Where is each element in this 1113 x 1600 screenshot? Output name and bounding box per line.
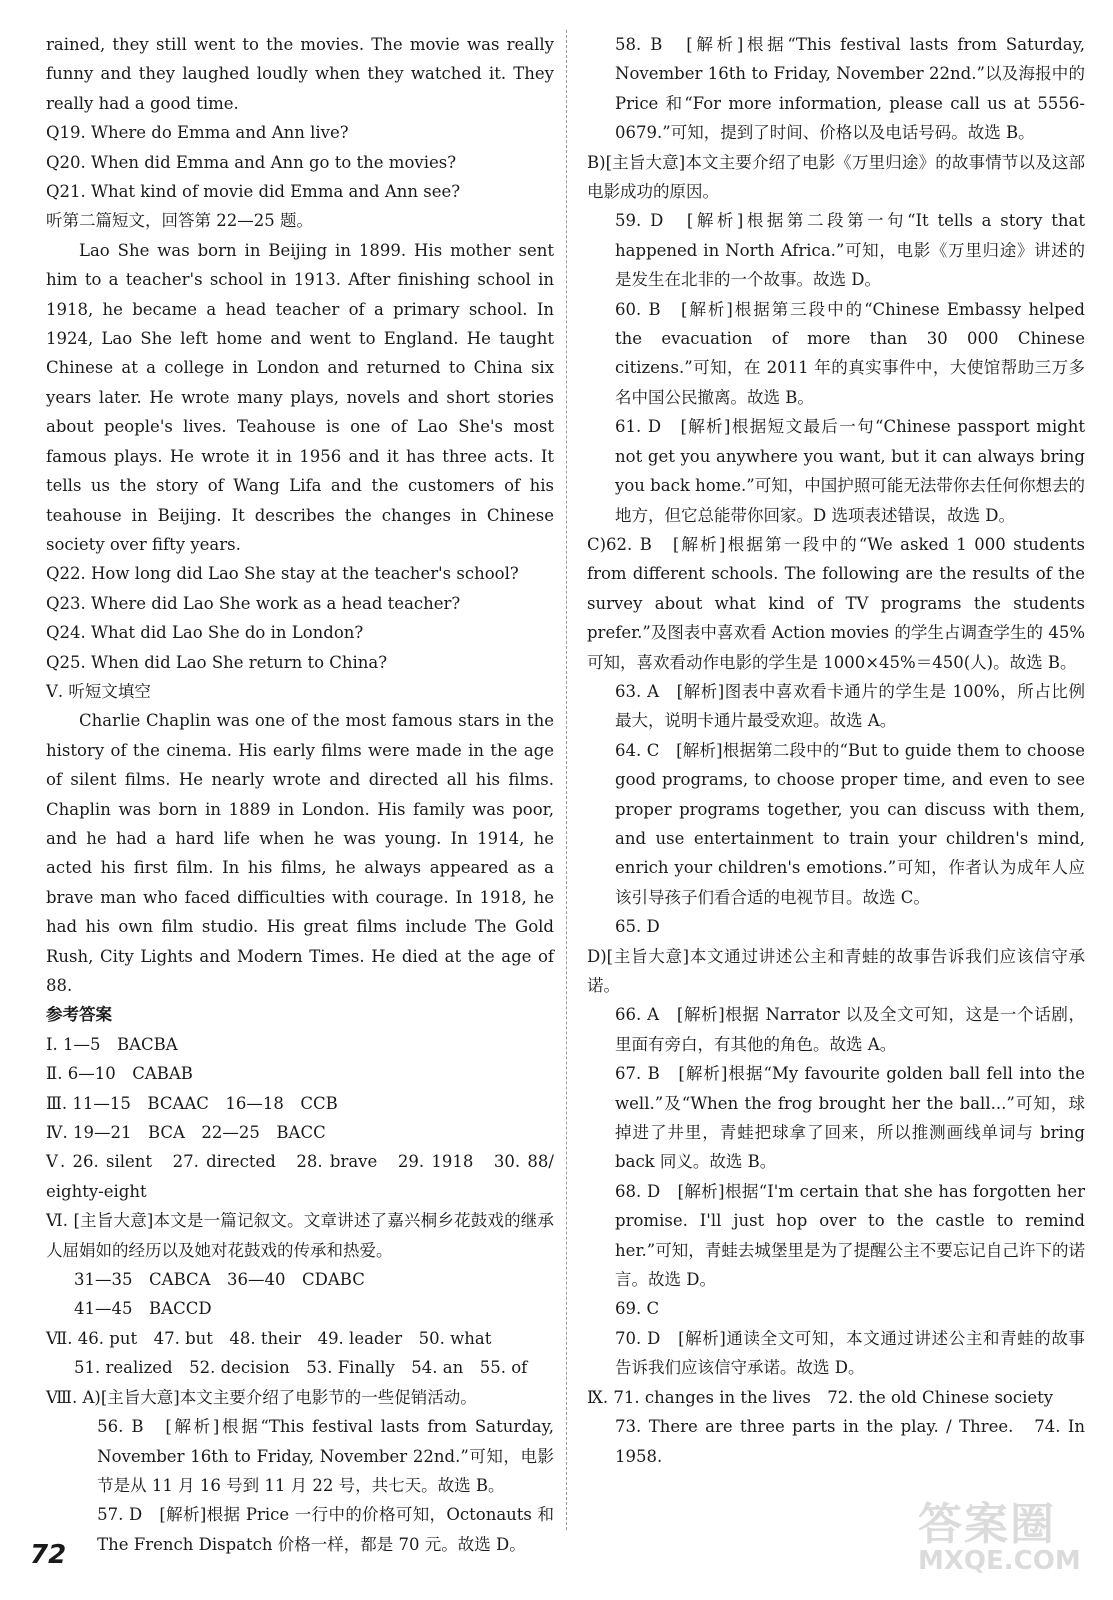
paragraph: Ⅳ. 19—21 BCA 22—25 BACC [46,1123,326,1143]
paragraph: 69. C [615,1299,660,1319]
watermark-url: MXQE.COM [918,1546,1081,1576]
paragraph: 70. D [解析]通读全文可知，本文通过讲述公主和青蛙的故事告诉我们应该信守承诺。故选 D。 [615,1328,1085,1378]
paragraph: C)62. B [解析]根据第一段中的“We asked 1 000 students from different schools. The following are the results of the survey about what kind of TV programs the students prefer.”及图表中喜欢看 Action movies 的学生占调查学生的 45% 可知，喜欢看动作电影的学生是 1000×45%＝450(人)。故选 B。 [587,534,1085,672]
paragraph: 61. D [解析]根据短文最后一句“Chinese passport might not get you anywhere you want, but it can always bring you back home.”可知，中国护照可能无法带你去任何你想去的地方，但它总能带你回家。D 选项表述错误，故选 D。 [615,417,1085,525]
paragraph: Ⅴ. 听短文填空 [46,681,151,701]
right-column [587,30,1085,1471]
paragraph: Charlie Chaplin was one of the most famous stars in the history of the cinema. His early films were made in the age of silent films. He nearly wrote and directed all his films. Chaplin was born in 1889 in London. His family was poor, and he had a hard life when he was young. In 1914, he acted his first film. In his films, he always appeared as a brave man who faced difficulties with courage. In 1918, he had his own film studio. His great films include The Gold Rush, City Lights and Modern Times. He died at the age of 88. [46,711,554,995]
paragraph: Ⅸ. 71. changes in the lives 72. the old Chinese society [587,1387,1054,1407]
paragraph: Q19. Where do Emma and Ann live? [46,123,349,143]
page-number: 72 [30,1540,67,1570]
paragraph: Ⅷ. A)[主旨大意]本文主要介绍了电影节的一些促销活动。 [46,1387,477,1407]
paragraph: 56. B [解析]根据“This festival lasts from Saturday, November 16th to Friday, November 22nd.”可知，电影节是从 11 月 16 号到 11 月 22 号，共七天。故选 B。 [97,1417,554,1495]
paragraph: rained, they still went to the movies. The movie was really funny and they laughed loudly when they watched it. They really had a good time. [46,35,554,113]
paragraph: Lao She was born in Beijing in 1899. His mother sent him to a teacher's school in 1913. After finishing school in 1918, he became a head teacher of a primary school. In 1924, Lao She left home and went to England. He taught Chinese at a college in London and returned to China six years later. He wrote many plays, novels and short stories about people's lives. Teahouse is one of Lao She's most famous plays. He wrote it in 1956 and it has three acts. It tells us the story of Wang Lifa and the customers of his teahouse in Beijing. It describes the changes in Chinese society over fifty years. [46,240,554,554]
paragraph: Ⅲ. 11—15 BCAAC 16—18 CCB [46,1093,338,1113]
paragraph: Ⅴ. 26. silent 27. directed 28. brave 29. 1918 30. 88/ eighty-eight [46,1152,554,1201]
paragraph: 57. D [解析]根据 Price 一行中的价格可知，Octonauts 和 The French Dispatch 价格一样，都是 70 元。故选 D。 [97,1505,554,1554]
paragraph: Ⅰ. 1—5 BACBA [46,1034,178,1054]
paragraph: Q24. What did Lao She do in London? [46,623,364,643]
paragraph: Ⅶ. 46. put 47. but 48. their 49. leader 50. what [46,1328,492,1348]
paragraph: Q25. When did Lao She return to China? [46,652,388,672]
paragraph: Ⅱ. 6—10 CABAB [46,1064,193,1084]
paragraph: 67. B [解析]根据“My favourite golden ball fell into the well.”及“When the frog brought her the ball...”可知，球掉进了井里，青蛙把球拿了回来，所以推测画线单词与 bring back 同义。故选 B。 [615,1064,1085,1172]
paragraph: 参考答案 [46,1005,112,1025]
watermark-logo [918,1488,1093,1588]
paragraph: 65. D [615,917,660,937]
paragraph: Q21. What kind of movie did Emma and Ann see? [46,182,461,202]
paragraph: 64. C [解析]根据第二段中的“But to guide them to choose good programs, to choose proper time, and even to see proper programs together, you can discuss with them, and use entertainment to train your children's mind, enrich your children's emotions.”可知，作者认为成年人应该引导孩子们看合适的电视节目。故选 C。 [615,740,1085,907]
paragraph: 59. D [解析]根据第二段第一句“It tells a story that happened in North Africa.”可知，电影《万里归途》讲述的是发生在北非的一个故事。故选 D。 [615,211,1085,290]
paragraph: D)[主旨大意]本文通过讲述公主和青蛙的故事告诉我们应该信守承诺。 [587,946,1085,995]
watermark-text: 答案圈 [918,1499,1056,1550]
paragraph: Q22. How long did Lao She stay at the teacher's school? [46,564,519,584]
paragraph: B)[主旨大意]本文主要介绍了电影《万里归途》的故事情节以及这部电影成功的原因。 [587,152,1085,202]
paragraph: Ⅵ. [主旨大意]本文是一篇记叙文。文章讲述了嘉兴桐乡花鼓戏的继承人屈娟如的经历以及她对花鼓戏的传承和热爱。 [46,1211,554,1260]
paragraph: Q23. Where did Lao She work as a head teacher? [46,593,461,613]
left-column [46,30,554,1559]
paragraph: 63. A [解析]图表中喜欢看卡通片的学生是 100%，所占比例最大，说明卡通片最受欢迎。故选 A。 [615,681,1085,731]
paragraph: Q20. When did Emma and Ann go to the movies? [46,152,457,172]
paragraph: 66. A [解析]根据 Narrator 以及全文可知，这是一个话剧，里面有旁白，有其他的角色。故选 A。 [615,1005,1085,1054]
paragraph: 68. D [解析]根据“I'm certain that she has forgotten her promise. I'll just hop over to the castle to remind her.”可知，青蛙去城堡里是为了提醒公主不要忘记自己许下的诺言。故选 D。 [615,1181,1085,1290]
column-divider [566,30,567,1530]
paragraph: 73. There are three parts in the play. / Three. 74. In 1958. [615,1417,1085,1466]
paragraph: 41—45 BACCD [74,1299,212,1319]
paragraph: 51. realized 52. decision 53. Finally 54. an 55. of [74,1358,528,1378]
paragraph: 58. B [解析]根据“This festival lasts from Saturday, November 16th to Friday, November 22nd.”以及海报中的 Price 和“For more information, please call us at 5556-0679.”可知，提到了时间、价格以及电话号码。故选 B。 [615,35,1085,143]
paragraph: 31—35 CABCA 36—40 CDABC [74,1270,365,1290]
paragraph: 60. B [解析]根据第三段中的“Chinese Embassy helped the evacuation of more than 30 000 Chinese citizens.”可知，在 2011 年的真实事件中，大使馆帮助三万多名中国公民撤离。故选 B。 [615,299,1085,407]
paragraph: 听第二篇短文，回答第 22—25 题。 [46,211,313,231]
